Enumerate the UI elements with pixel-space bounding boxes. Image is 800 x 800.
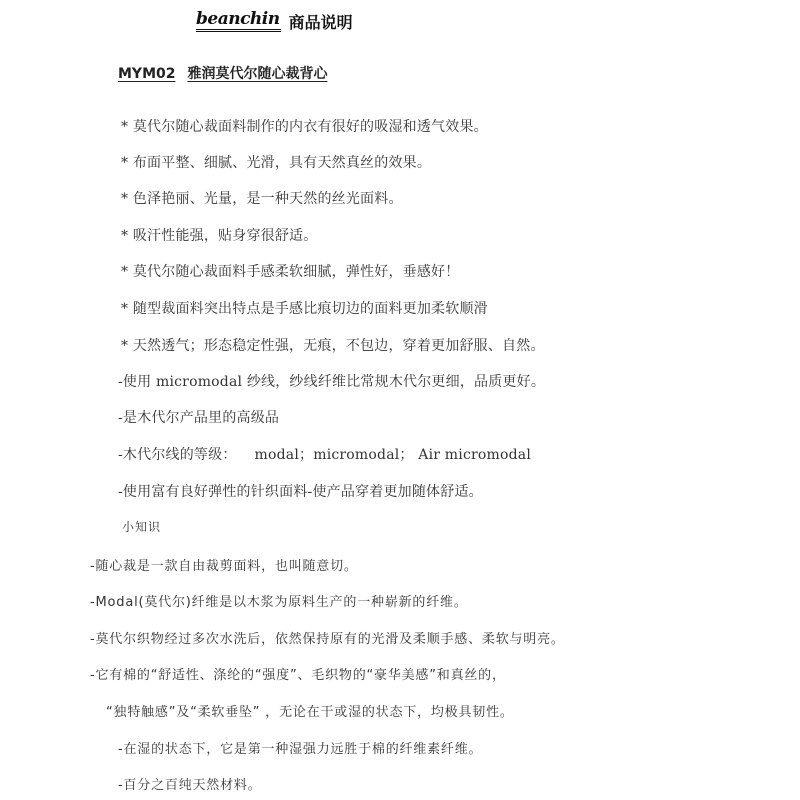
- knowledge-line: -在湿的状态下，它是第一种湿强力远胜于棉的纤维素纤维。: [118, 742, 483, 757]
- grade-line: [118, 444, 531, 464]
- product-name: 雅润莫代尔随心裁背心: [187, 66, 328, 82]
- feature-line: * 莫代尔随心裁面料手感柔软细腻，弹性好，垂感好！: [121, 264, 460, 280]
- knowledge-line: -Modal(莫代尔)纤维是以木浆为原料生产的一种崭新的纤维。: [90, 595, 468, 610]
- product-title: [118, 63, 327, 83]
- note-line: -使用 micromodal 纱线，纱线纤维比常规木代尔更细，品质更好。: [118, 374, 546, 390]
- note-line: -是木代尔产品里的高级品: [118, 410, 280, 426]
- knowledge-line: -它有棉的“舒适性、涤纶的“强度”、毛织物的“豪华美感”和真丝的，: [90, 668, 506, 683]
- feature-line: * 色泽艳丽、光量，是一种天然的丝光面料。: [121, 191, 403, 207]
- header-title: 商品说明: [288, 12, 353, 32]
- brand-logo: beanchin: [196, 10, 281, 32]
- feature-line: * 吸汗性能强，贴身穿很舒适。: [121, 228, 318, 244]
- note-line: -使用富有良好弹性的针织面料-使产品穿着更加随体舒适。: [118, 484, 483, 500]
- product-code: MYM02: [118, 66, 176, 82]
- feature-line: * 莫代尔随心裁面料制作的内衣有很好的吸湿和透气效果。: [121, 119, 488, 135]
- knowledge-line: -莫代尔织物经过多次水洗后，依然保持原有的光滑及柔顺手感、柔软与明亮。: [90, 632, 565, 647]
- feature-line: * 随型裁面料突出特点是手感比痕切边的面料更加柔软顺滑: [121, 301, 488, 317]
- feature-line: * 布面平整、细腻、光滑，具有天然真丝的效果。: [121, 155, 432, 171]
- brand-header: [196, 6, 353, 36]
- grade-values: modal；micromodal； Air micromodal: [254, 447, 532, 463]
- knowledge-line: -百分之百纯天然材料。: [118, 778, 262, 793]
- knowledge-line: “独特触感”及“柔软垂坠” ，无论在干或湿的状态下，均极具韧性。: [106, 705, 514, 720]
- knowledge-heading: 小知识: [122, 520, 162, 534]
- grade-label: -木代尔线的等级：: [118, 447, 237, 463]
- knowledge-line: -随心裁是一款自由裁剪面料，也叫随意切。: [90, 559, 358, 574]
- feature-line: * 天然透气；形态稳定性强，无痕，不包边，穿着更加舒服、自然。: [121, 338, 545, 354]
